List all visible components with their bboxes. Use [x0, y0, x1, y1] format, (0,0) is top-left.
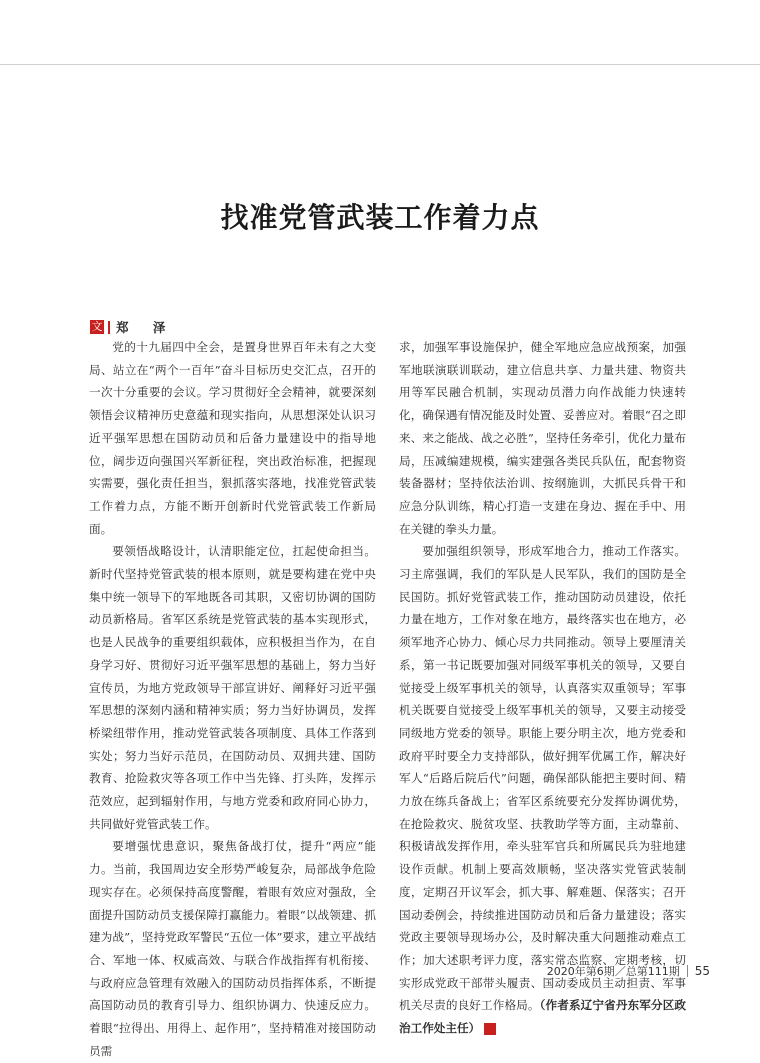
author-name: 郑 泽: [116, 320, 176, 335]
page-number: 55: [694, 964, 710, 978]
article-title: 找准党管武装工作着力点: [220, 201, 540, 234]
paragraph-continued: 求，加强军事设施保护，健全军地应急应战预案，加强军地联演联训联动，建立信息共享、力量共建、物资共用等军民融合机制，实现动员潜力向作战能力快速转化，确保遇有情况能及时处置、妥善应对。着眼“召之即来、来之能战、战之必胜”，坚持任务牵引，优化力量布局，压减编建规模，编实建强各类民兵队伍，配套物资装备器材；坚持依法治训、按纲施训，大抓民兵骨干和应急分队训练，精心打造一支建在身边、握在手中、用在关键的拳头力量。: [399, 340, 686, 536]
paragraph: 党的十九届四中全会，是置身世界百年未有之大变局、站立在“两个一百年”奋斗目标历史交汇点，召开的一次十分重要的会议。学习贯彻好全会精神，就要深刻领悟会议精神历史意蕴和现实指向，从思想深处认识习近平强军思想在国防动员和后备力量建设中的指导地位，阔步迈向强国兴军新征程，突出政治标准，把握现实需要，强化责任担当，狠抓落实落地，找准党管武装工作着力点，方能不断开创新时代党管武装工作新局面。: [89, 340, 376, 536]
top-rule: [0, 64, 760, 65]
byline: [90, 318, 175, 336]
byline-divider: [108, 321, 110, 334]
right-column: [399, 336, 686, 1040]
footer-divider: [687, 965, 688, 977]
author-note: （作者系辽宁省丹东军分区政治工作处主任）: [399, 998, 686, 1036]
paragraph: 要增强忧患意识，聚焦备战打仗，提升“两应”能力。当前，我国周边安全形势严峻复杂，局部战争危险现实存在。必须保持高度警醒，着眼有效应对强敌，全面提升国防动员支援保障打赢能力。着眼“以战领建、抓建为战”，坚持党政军警民“五位一体”要求，建立平战结合、军地一体、权威高效、与联合作战指挥有机衔接、与政府应急管理有效融入的国防动员指挥体系，不断提高国防动员的教育引导力、组织协调力、快速反应力。着眼“拉得出、用得上、起作用”，坚持精准对接国防动员需: [89, 839, 376, 1058]
page-footer: [547, 963, 710, 979]
left-column: [89, 336, 376, 1063]
end-of-article-mark: G: [484, 1023, 496, 1035]
paragraph-text: 要加强组织领导，形成军地合力，推动工作落实。习主席强调，我们的军队是人民军队，我们的国防是全民国防。抓好党管武装工作，推动国防动员建设，依托力量在地方，工作对象在地方，最终落实也在地方，必须军地齐心协力、倾心尽力共同推动。领导上要厘清关系，第一书记既要加强对同级军事机关的领导，又要自觉接受上级军事机关的领导，认真落实双重领导；军事机关既要自觉接受上级军事机关的领导，又要主动接受同级地方党委的领导。职能上要分明主次，地方党委和政府平时要全力支持部队，做好拥军优属工作，解决好军人“后路后院后代”问题，确保部队能把主要时间、精力放在练兵备战上；省军区系统要充分发挥协调优势，在抢险救灾、脱贫攻坚、扶教助学等方面，主动靠前、积极请战发挥作用，牵头驻军官兵和所属民兵为驻地建设作贡献。机制上要高效顺畅，坚决落实党管武装制度，定期召开议军会，抓大事、解难题、保落实；召开国动委例会，持续推进国防动员和后备力量建设；落实党政主要领导现场办公，及时解决重大问题推动难点工作；加大述职考评力度，落实常态监察、定期考核，切实形成党政干部带头履责、国动委成员主动担责、军事机关尽责的良好工作格局。: [399, 544, 686, 1013]
byline-label-badge: 文: [91, 320, 103, 333]
issue-info: 2020年第6期／总第111期: [546, 965, 680, 978]
paragraph: 要领悟战略设计，认清职能定位，扛起使命担当。新时代坚持党管武装的根本原则，就是要构建在党中央集中统一领导下的军地既各司其职，又密切协调的国防动员新格局。省军区系统是党管武装的基本实现形式，也是人民战争的重要组织载体，应积极担当作为，在自身学习好、贯彻好习近平强军思想的基础上，努力当好宣传员，为地方党政领导干部宣讲好、阐释好习近平强军思想的深刻内涵和精神实质；努力当好协调员，发挥桥梁纽带作用，推动党管武装各项制度、具体工作落到实处；努力当好示范员，在国防动员、双拥共建、国防教育、抢险救灾等各项工作中当先锋、打头阵，发挥示范效应，起到辐射作用，与地方党委和政府同心协力，共同做好党管武装工作。: [89, 544, 376, 831]
